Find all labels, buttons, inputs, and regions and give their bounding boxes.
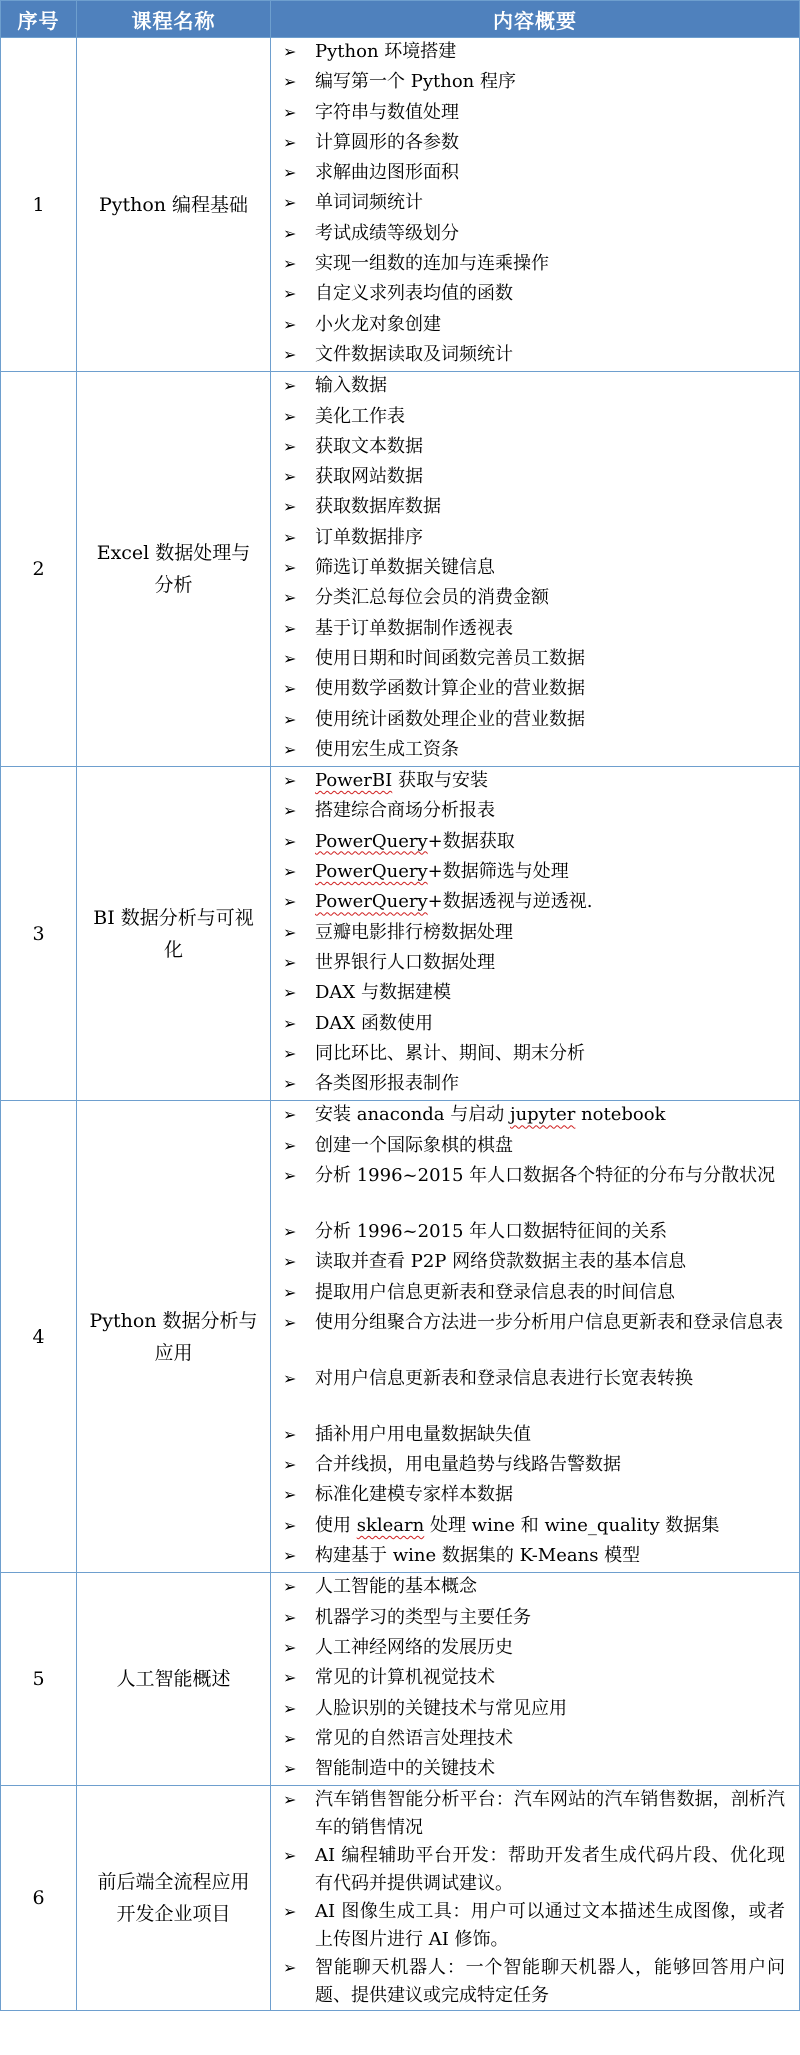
list-item [271,99,799,129]
arrow-bullet-icon: ➢ [283,406,297,426]
arrow-bullet-icon: ➢ [283,163,297,183]
list-item [271,524,799,554]
arrow-bullet-icon: ➢ [283,72,297,92]
content-item-list [271,767,799,1100]
list-item-text: 筛选订单数据关键信息 [315,557,495,579]
list-item [271,250,799,280]
list-item [271,736,799,766]
list-item [271,1101,799,1131]
list-item [271,1542,799,1572]
course-name: BI 数据分析与可视化 [77,767,271,1101]
arrow-bullet-icon: ➢ [283,1424,297,1444]
list-item [271,38,799,68]
list-item [271,645,799,675]
content-item-list [271,372,799,766]
list-item-text: 智能聊天机器人：一个智能聊天机器人，能够回答用户问题、提供建议或完成特定任务 [315,1957,785,2007]
row-index: 2 [1,372,77,767]
list-item [271,1365,799,1421]
list-item [271,1451,799,1481]
arrow-bullet-icon: ➢ [283,42,297,61]
list-item [271,280,799,310]
list-item-text: 人脸识别的关键技术与常见应用 [315,1697,567,1719]
list-item [271,1634,799,1664]
list-item-text: 使用数学函数计算企业的营业数据 [315,678,585,700]
content-item-list [271,1101,799,1572]
table-row [1,38,800,372]
list-item [271,433,799,463]
row-index: 5 [1,1573,77,1786]
list-item-text: PowerQuery+数据获取 [315,830,515,852]
course-name: Python 编程基础 [77,38,271,372]
arrow-bullet-icon: ➢ [283,588,297,608]
content-summary-cell [271,1573,800,1786]
arrow-bullet-icon: ➢ [283,1165,297,1185]
list-item [271,554,799,584]
arrow-bullet-icon: ➢ [283,1135,297,1155]
list-item-text: 同比环比、累计、期间、期末分析 [315,1042,585,1064]
list-item-text: PowerBI 获取与安装 [315,770,488,792]
arrow-bullet-icon: ➢ [283,254,297,274]
header-row [1,1,800,38]
content-summary-cell [271,1786,800,2011]
list-item [271,1279,799,1309]
row-index: 1 [1,38,77,372]
list-item-text: DAX 函数使用 [315,1012,433,1034]
list-item-text: 编写第一个 Python 程序 [315,71,516,93]
arrow-bullet-icon: ➢ [283,801,297,821]
list-item [271,68,799,98]
list-item-text: 分析 1996~2015 年人口数据各个特征的分布与分散状况 [315,1164,776,1186]
list-item [271,1010,799,1040]
list-item-text: 使用 sklearn 处理 wine 和 wine_quality 数据集 [315,1514,720,1536]
list-item-text: PowerQuery+数据筛选与处理 [315,861,569,883]
content-summary-cell [271,1101,800,1573]
arrow-bullet-icon: ➢ [283,648,297,668]
list-item-text: 求解曲边图形面积 [315,162,459,184]
arrow-bullet-icon: ➢ [283,1485,297,1505]
list-item [271,1248,799,1278]
arrow-bullet-icon: ➢ [283,1282,297,1302]
arrow-bullet-icon: ➢ [283,1790,297,1810]
list-item [271,1898,799,1954]
arrow-bullet-icon: ➢ [283,679,297,699]
list-item-text: 构建基于 wine 数据集的 K-Means 模型 [315,1545,641,1567]
arrow-bullet-icon: ➢ [283,1221,297,1241]
list-item-text: 文件数据读取及词频统计 [315,343,513,365]
arrow-bullet-icon: ➢ [283,467,297,487]
list-item [271,1162,799,1218]
list-item-text: 订单数据排序 [315,526,423,548]
list-item-text: 使用宏生成工资条 [315,738,459,760]
list-item [271,1604,799,1634]
arrow-bullet-icon: ➢ [283,831,297,851]
arrow-bullet-icon: ➢ [283,102,297,122]
list-item-text: DAX 与数据建模 [315,982,451,1004]
arrow-bullet-icon: ➢ [283,1759,297,1779]
arrow-bullet-icon: ➢ [283,1312,297,1332]
list-item [271,767,799,797]
arrow-bullet-icon: ➢ [283,436,297,456]
list-item-text: 提取用户信息更新表和登录信息表的时间信息 [315,1281,675,1303]
arrow-bullet-icon: ➢ [283,1252,297,1272]
list-item-text: 获取网站数据 [315,466,423,488]
arrow-bullet-icon: ➢ [283,1105,297,1125]
list-item-text: 实现一组数的连加与连乘操作 [315,253,549,275]
list-item-text: 自定义求列表均值的函数 [315,283,513,305]
arrow-bullet-icon: ➢ [283,1607,297,1627]
list-item [271,1786,799,1842]
arrow-bullet-icon: ➢ [283,284,297,304]
list-item [271,372,799,402]
table-row [1,1786,800,2011]
list-item-text: 使用分组聚合方法进一步分析用户信息更新表和登录信息表 [315,1311,783,1333]
arrow-bullet-icon: ➢ [283,193,297,213]
course-name: 人工智能概述 [77,1573,271,1786]
arrow-bullet-icon: ➢ [283,1368,297,1388]
list-item-text: 小火龙对象创建 [315,313,441,335]
list-item [271,919,799,949]
list-item [271,1309,799,1365]
list-item [271,1481,799,1511]
list-item [271,1695,799,1725]
arrow-bullet-icon: ➢ [283,376,297,396]
course-name: Python 数据分析与应用 [77,1101,271,1573]
list-item [271,584,799,614]
content-item-list [271,1786,799,2010]
arrow-bullet-icon: ➢ [283,1728,297,1748]
list-item [271,403,799,433]
list-item-text: 使用日期和时间函数完善员工数据 [315,647,585,669]
table-header [1,1,800,38]
row-index: 3 [1,767,77,1101]
arrow-bullet-icon: ➢ [283,1958,297,1978]
table-body [1,38,800,2011]
list-item-text: 合并线损，用电量趋势与线路告警数据 [315,1454,621,1476]
list-item [271,220,799,250]
arrow-bullet-icon: ➢ [283,223,297,243]
header-course-name: 课程名称 [77,1,271,38]
list-item [271,1040,799,1070]
arrow-bullet-icon: ➢ [283,558,297,578]
list-item [271,1664,799,1694]
list-item-text: 分类汇总每位会员的消费金额 [315,587,549,609]
list-item-text: 获取文本数据 [315,435,423,457]
list-item [271,1218,799,1248]
list-item-text: 世界银行人口数据处理 [315,951,495,973]
row-index: 4 [1,1101,77,1573]
list-item-text: 输入数据 [315,375,387,397]
list-item-text: Python 环境搭建 [315,41,457,62]
list-item-text: 单词词频统计 [315,192,423,214]
list-item [271,706,799,736]
list-item-text: 智能制造中的关键技术 [315,1758,495,1780]
arrow-bullet-icon: ➢ [283,771,297,791]
course-name: 前后端全流程应用开发企业项目 [77,1786,271,2011]
list-item [271,979,799,1009]
content-item-list [271,1573,799,1785]
list-item-text: AI 图像生成工具：用户可以通过文本描述生成图像，或者上传图片进行 AI 修饰。 [315,1901,785,1951]
arrow-bullet-icon: ➢ [283,1013,297,1033]
arrow-bullet-icon: ➢ [283,892,297,912]
list-item-text: 人工神经网络的发展历史 [315,1636,513,1658]
list-item [271,1070,799,1100]
list-item-text: 获取数据库数据 [315,496,441,518]
list-item-text: 常见的计算机视觉技术 [315,1667,495,1689]
list-item-text: 使用统计函数处理企业的营业数据 [315,708,585,730]
list-item [271,129,799,159]
list-item-text: 美化工作表 [315,405,405,427]
list-item [271,888,799,918]
list-item-text: 汽车销售智能分析平台：汽车网站的汽车销售数据，剖析汽车的销售情况 [315,1789,785,1839]
arrow-bullet-icon: ➢ [283,1577,297,1597]
arrow-bullet-icon: ➢ [283,132,297,152]
list-item-text: 安装 anaconda 与启动 jupyter notebook [315,1104,666,1126]
list-item [271,1842,799,1898]
list-item [271,828,799,858]
list-item-text: 搭建综合商场分析报表 [315,800,495,822]
list-item-text: 标准化建模专家样本数据 [315,1484,513,1506]
arrow-bullet-icon: ➢ [283,1074,297,1094]
list-item-text: 常见的自然语言处理技术 [315,1727,513,1749]
content-summary-cell [271,38,800,372]
header-index: 序号 [1,1,77,38]
arrow-bullet-icon: ➢ [283,983,297,1003]
content-summary-cell [271,372,800,767]
list-item [271,311,799,341]
table-row [1,1573,800,1786]
list-item [271,189,799,219]
course-name: Excel 数据处理与分析 [77,372,271,767]
list-item [271,1573,799,1603]
list-item-text: 创建一个国际象棋的棋盘 [315,1134,513,1156]
list-item [271,675,799,705]
arrow-bullet-icon: ➢ [283,314,297,334]
arrow-bullet-icon: ➢ [283,922,297,942]
content-summary-cell [271,767,800,1101]
list-item-text: 读取并查看 P2P 网络贷款数据主表的基本信息 [315,1251,687,1273]
list-item [271,1132,799,1162]
list-item-text: 插补用户用电量数据缺失值 [315,1423,531,1445]
list-item [271,1725,799,1755]
header-content-summary: 内容概要 [271,1,800,38]
arrow-bullet-icon: ➢ [283,344,297,364]
list-item-text: 机器学习的类型与主要任务 [315,1606,531,1628]
list-item-text: 考试成绩等级划分 [315,222,459,244]
list-item-text: 对用户信息更新表和登录信息表进行长宽表转换 [315,1367,693,1389]
arrow-bullet-icon: ➢ [283,1546,297,1566]
table-row [1,372,800,767]
list-item-text: 各类图形报表制作 [315,1073,459,1095]
arrow-bullet-icon: ➢ [283,1846,297,1866]
arrow-bullet-icon: ➢ [283,1043,297,1063]
arrow-bullet-icon: ➢ [283,1902,297,1922]
arrow-bullet-icon: ➢ [283,1515,297,1535]
arrow-bullet-icon: ➢ [283,739,297,759]
arrow-bullet-icon: ➢ [283,527,297,547]
arrow-bullet-icon: ➢ [283,1455,297,1475]
list-item [271,159,799,189]
list-item-text: 计算圆形的各参数 [315,131,459,153]
list-item [271,858,799,888]
list-item [271,1512,799,1542]
list-item-text: PowerQuery+数据透视与逆透视. [315,891,593,913]
list-item [271,797,799,827]
list-item-text: 豆瓣电影排行榜数据处理 [315,921,513,943]
list-item-text: 分析 1996~2015 年人口数据特征间的关系 [315,1220,668,1242]
list-item [271,1954,799,2010]
list-item-text: 人工智能的基本概念 [315,1576,477,1598]
list-item [271,341,799,371]
list-item [271,493,799,523]
row-index: 6 [1,1786,77,2011]
list-item [271,1755,799,1785]
arrow-bullet-icon: ➢ [283,709,297,729]
list-item-text: AI 编程辅助平台开发：帮助开发者生成代码片段、优化现有代码并提供调试建议。 [315,1845,785,1895]
list-item [271,949,799,979]
list-item-text: 字符串与数值处理 [315,101,459,123]
list-item [271,1421,799,1451]
arrow-bullet-icon: ➢ [283,497,297,517]
arrow-bullet-icon: ➢ [283,952,297,972]
arrow-bullet-icon: ➢ [283,618,297,638]
arrow-bullet-icon: ➢ [283,1698,297,1718]
content-item-list [271,38,799,371]
table-row [1,767,800,1101]
arrow-bullet-icon: ➢ [283,862,297,882]
list-item-text: 基于订单数据制作透视表 [315,617,513,639]
list-item [271,463,799,493]
arrow-bullet-icon: ➢ [283,1637,297,1657]
arrow-bullet-icon: ➢ [283,1668,297,1688]
table-row [1,1101,800,1573]
list-item [271,615,799,645]
